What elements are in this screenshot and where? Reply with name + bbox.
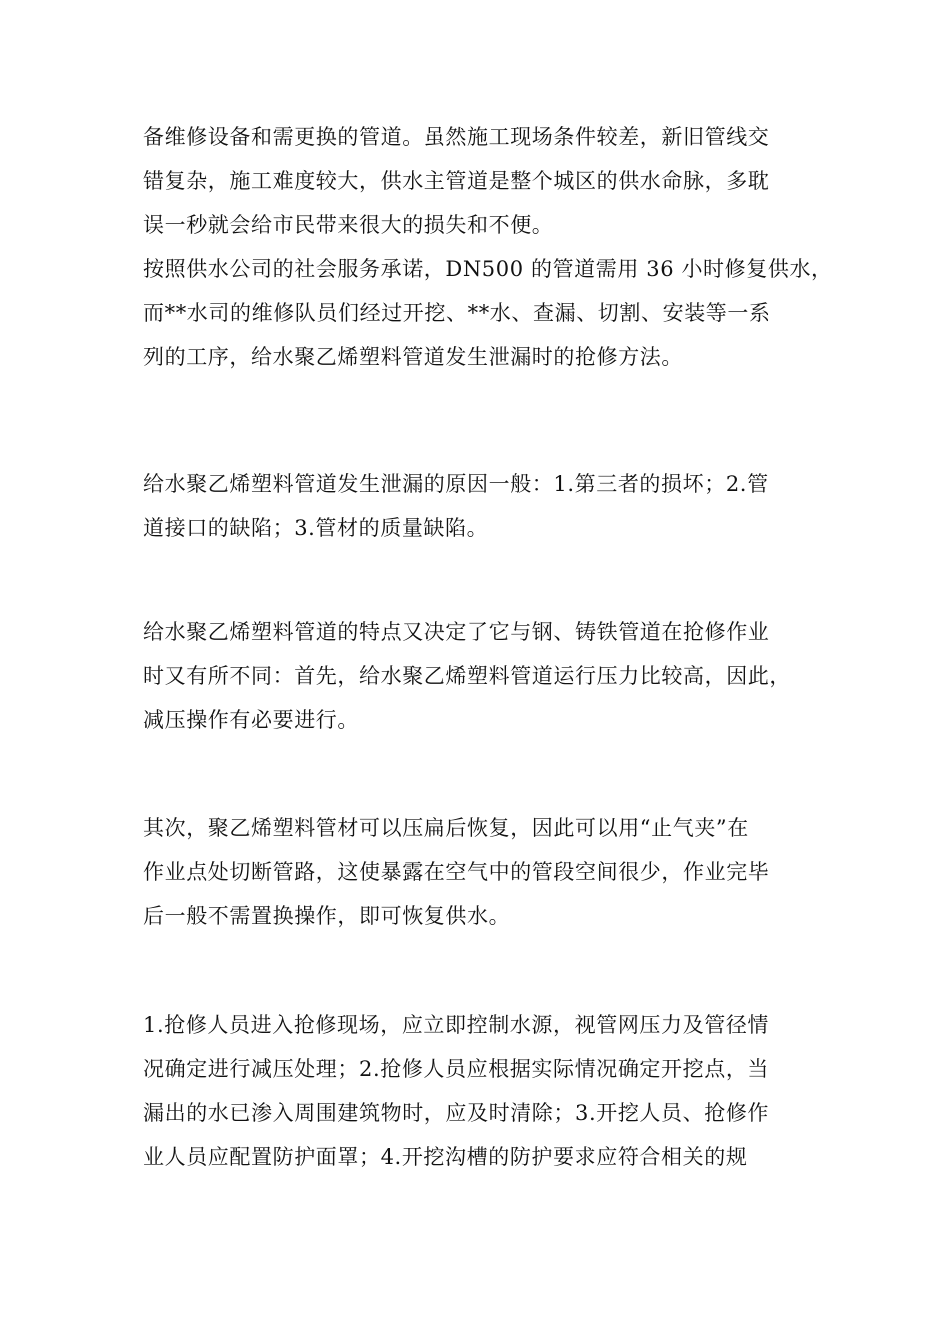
text-line: 给水聚乙烯塑料管道的特点又决定了它与钢、铸铁管道在抢修作业 bbox=[143, 620, 770, 644]
paragraph-4 bbox=[143, 806, 823, 938]
text-line: 给水聚乙烯塑料管道发生泄漏的原因一般：1.第三者的损坏；2.管 bbox=[143, 472, 769, 496]
text-line: 作业点处切断管路，这使暴露在空气中的管段空间很少，作业完毕 bbox=[143, 860, 770, 884]
text-line: 其次，聚乙烯塑料管材可以压扁后恢复，因此可以用“止气夹”在 bbox=[143, 816, 749, 840]
text-line: 列的工序，给水聚乙烯塑料管道发生泄漏时的抢修方法。 bbox=[143, 345, 683, 369]
text-line: 而**水司的维修队员们经过开挖、**水、查漏、切割、安装等一系 bbox=[143, 301, 771, 325]
text-line: 况确定进行减压处理；2.抢修人员应根据实际情况确定开挖点，当 bbox=[143, 1057, 770, 1081]
paragraph-3 bbox=[143, 610, 823, 742]
paragraph-2 bbox=[143, 462, 823, 550]
paragraph-1 bbox=[143, 115, 833, 379]
text-line: 减压操作有必要进行。 bbox=[143, 708, 359, 732]
paragraph-5 bbox=[143, 1003, 823, 1179]
text-line: 按照供水公司的社会服务承诺，DN500 的管道需用 36 小时修复供水， bbox=[143, 257, 833, 281]
text-line: 时又有所不同：首先，给水聚乙烯塑料管道运行压力比较高，因此， bbox=[143, 664, 791, 688]
text-line: 漏出的水已渗入周围建筑物时，应及时清除；3.开挖人员、抢修作 bbox=[143, 1101, 770, 1125]
text-line: 业人员应配置防护面罩；4.开挖沟槽的防护要求应符合相关的规 bbox=[143, 1145, 748, 1169]
text-line: 备维修设备和需更换的管道。虽然施工现场条件较差，新旧管线交 bbox=[143, 125, 770, 149]
text-line: 1.抢修人员进入抢修现场，应立即控制水源，视管网压力及管径情 bbox=[143, 1013, 770, 1037]
text-line: 道接口的缺陷；3.管材的质量缺陷。 bbox=[143, 516, 489, 540]
text-line: 错复杂，施工难度较大，供水主管道是整个城区的供水命脉，多耽 bbox=[143, 169, 770, 193]
text-line: 误一秒就会给市民带来很大的损失和不便。 bbox=[143, 213, 554, 237]
text-line: 后一般不需置换操作，即可恢复供水。 bbox=[143, 904, 511, 928]
